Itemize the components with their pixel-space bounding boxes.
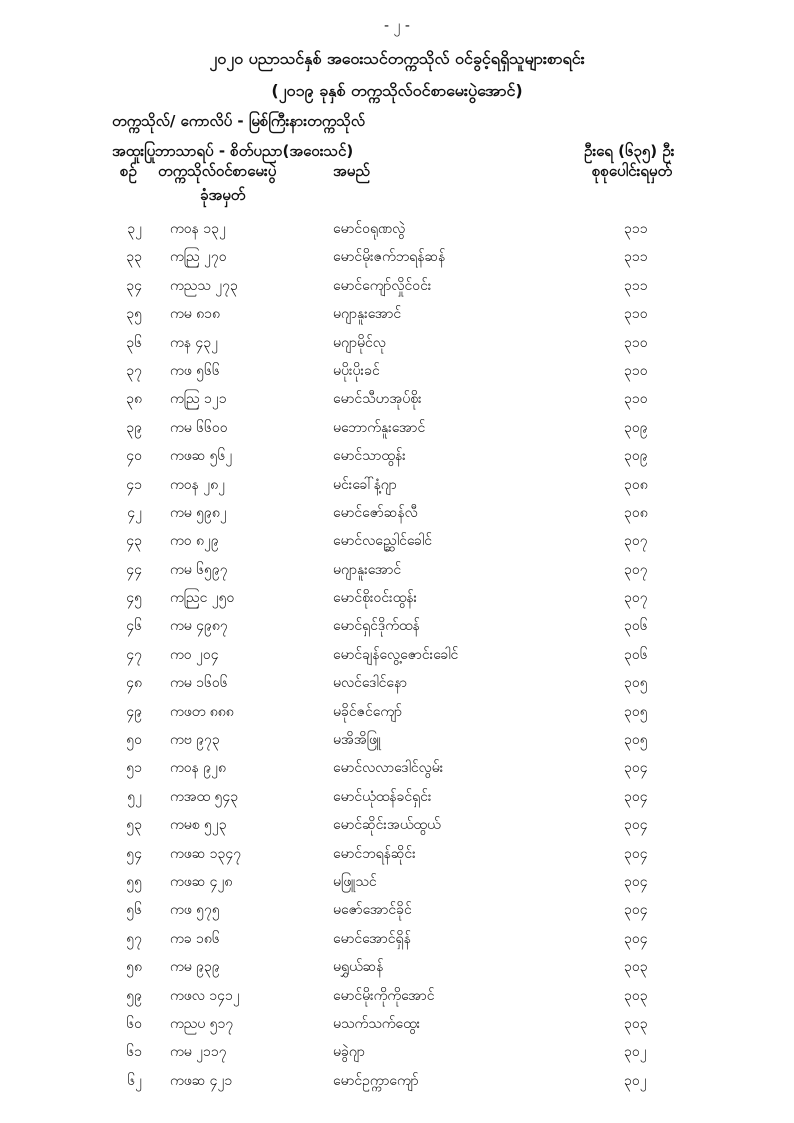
total-mark: ၃၀၃ — [624, 987, 648, 1004]
row-number: ၅၁ — [126, 760, 142, 777]
row-number: ၄၁ — [126, 476, 142, 493]
subject-line: အထူးပြုဘာသာရပ် - စိတ်ပညာ(အဝေးသင်) — [112, 142, 354, 160]
table-row — [0, 697, 794, 725]
row-number: ၄၄ — [126, 561, 142, 578]
roll-number: ကဖဆ ၅၆၂ — [170, 448, 233, 465]
row-number: ၃၃ — [126, 249, 142, 266]
row-number: ၄၇ — [126, 646, 142, 663]
student-name: မသက်သက်ထွေး — [333, 1015, 421, 1032]
total-mark: ၃၀၄ — [624, 930, 648, 947]
row-number: ၅၃ — [126, 817, 142, 834]
row-number: ၃၄ — [126, 277, 142, 294]
row-number: ၄၂ — [127, 504, 142, 521]
roll-number: ကဝန ၂၈၂ — [170, 476, 226, 493]
student-name: မောင်လည္ဆေါင်ခေါင် — [333, 533, 432, 550]
table-row — [0, 867, 794, 895]
roll-number: ကညသ ၂၇၃ — [170, 277, 238, 294]
column-header-roll-line2: ခုံအမှတ် — [200, 186, 246, 204]
row-number: ၄၀ — [126, 448, 142, 465]
roll-number: ကညပ ၅၁၇ — [170, 1015, 234, 1032]
total-mark: ၃၁၀ — [624, 306, 648, 323]
roll-number: ကဖ ၅၇၅ — [170, 902, 220, 919]
student-name: မဖြူသင် — [333, 873, 377, 890]
table-row — [0, 271, 794, 299]
student-name: မဂျာမိုင်လု — [333, 334, 386, 351]
total-mark: ၃၀၄ — [624, 817, 648, 834]
row-number: ၆၁ — [126, 1044, 142, 1061]
roll-number: ကမ ၅၉၈၂ — [170, 504, 227, 521]
roll-number: ကမစ ၅၂၃ — [170, 817, 227, 834]
roll-number: ကဖဆ ၄၂၈ — [170, 873, 233, 890]
student-name: မောင်ဥက္ကာကျော် — [333, 1072, 419, 1089]
row-number: ၃၂ — [127, 221, 142, 237]
student-name: မရွှယ်ဆန် — [333, 959, 384, 976]
total-mark: ၃၁၀ — [624, 391, 648, 408]
column-header-total: စုစုပေါင်းရမှတ် — [592, 162, 673, 180]
table-row — [0, 1009, 794, 1037]
row-number: ၄၅ — [126, 590, 142, 607]
table-row — [0, 299, 794, 327]
table-row — [0, 214, 794, 242]
table-row — [0, 441, 794, 469]
row-number: ၅၉ — [126, 987, 142, 1004]
roll-number: ကဝန ၁၃၂ — [170, 221, 226, 237]
total-mark: ၃၀၅ — [624, 732, 648, 749]
student-name: မင်းခေါ်နံ့ဂျာ — [333, 476, 397, 493]
roll-number: ကဖဆ ၁၃၄၇ — [170, 845, 242, 862]
student-name: မလင်ဒေါင်နော — [333, 675, 408, 692]
row-number: ၅၈ — [126, 959, 142, 976]
department-line: တက္ကသိုလ်/ ကောလိပ် - မြစ်ကြီးနားတက္ကသိုလ် — [112, 112, 365, 130]
student-list — [0, 214, 794, 1094]
row-number: ၃၉ — [126, 419, 142, 436]
student-name: မောင်ဆိုင်းအယ်ထွယ် — [333, 817, 441, 834]
table-row — [0, 413, 794, 441]
total-mark: ၃၀၄ — [624, 760, 648, 777]
student-name: မောင်ရှင်ဒိုက်ထန် — [333, 618, 420, 635]
total-mark: ၃၀၅ — [624, 675, 648, 692]
row-number: ၄၈ — [126, 675, 142, 692]
row-number: ၅၄ — [126, 845, 142, 862]
total-mark: ၃၀၅ — [624, 703, 648, 720]
table-row — [0, 753, 794, 781]
table-row — [0, 1066, 794, 1094]
row-number: ၃၆ — [126, 334, 142, 351]
student-name: မပိုးပိုးခင် — [333, 362, 380, 379]
roll-number: ကဖဆ ၄၂၁ — [170, 1072, 233, 1089]
roll-number: ကမ ၆၆၀၀ — [170, 419, 228, 436]
roll-number: ကညြင ၂၅၀ — [170, 590, 235, 607]
page-number: - ၂ - — [384, 18, 410, 34]
roll-number: ကဝန ၉၂၈ — [170, 760, 227, 777]
total-mark: ၃၀၄ — [624, 873, 648, 890]
roll-number: ကခ ၁၈၆ — [170, 930, 220, 947]
roll-number: ကညြ ၂၇၀ — [170, 249, 227, 266]
roll-number: ကညြ ၁၂၁ — [170, 391, 227, 408]
row-number: ၅၆ — [126, 902, 142, 919]
student-name: မောင်မိုးကိုကိုအောင် — [333, 987, 435, 1004]
row-number: ၆၀ — [126, 1015, 142, 1032]
total-mark: ၃၀၄ — [624, 902, 648, 919]
student-name: မောင်ဇော်ဆန်လီ — [333, 504, 418, 521]
total-mark: ၃၁၁ — [624, 277, 648, 294]
table-row — [0, 356, 794, 384]
total-mark: ၃၀၈ — [624, 504, 648, 521]
student-name: မောင်ယုံထန်ခင်ရှင်း — [333, 788, 432, 805]
table-row — [0, 384, 794, 412]
roll-number: ကဖတ ၈၈၈ — [170, 703, 234, 720]
roll-number: ကန ၄၃၂ — [170, 334, 219, 351]
table-row — [0, 526, 794, 554]
student-name: မဂျာနူးအောင် — [333, 306, 402, 323]
student-name: မောင်ဝရုဏလွဲ — [333, 221, 406, 237]
total-mark: ၃၀၇ — [624, 590, 648, 607]
table-row — [0, 555, 794, 583]
student-count: ဦးရေ (၆၃၅) ဦး — [584, 142, 675, 160]
total-mark: ၃၀၇ — [624, 561, 648, 578]
column-header-no: စဉ် — [120, 162, 137, 180]
roll-number: ကမ ၄၉၈၇ — [170, 618, 228, 635]
student-name: မဂျာနူးအောင် — [333, 561, 402, 578]
row-number: ၆၂ — [127, 1072, 142, 1089]
row-number: ၅၅ — [126, 873, 142, 890]
table-row — [0, 981, 794, 1009]
roll-number: ကဖ ၅၆၆ — [170, 362, 220, 379]
total-mark: ၃၀၆ — [624, 646, 648, 663]
student-name: မအိအိဖြူ — [333, 732, 382, 749]
table-row — [0, 328, 794, 356]
roll-number: ကမ ၈၁၈ — [170, 306, 221, 323]
table-row — [0, 470, 794, 498]
total-mark: ၃၀၃ — [624, 1015, 648, 1032]
table-row — [0, 895, 794, 923]
roll-number: ကမ ၉၃၉ — [170, 959, 220, 976]
table-row — [0, 782, 794, 810]
student-name: မောင်ကျော်လှိုင်ဝင်း — [333, 277, 432, 294]
total-mark: ၃၁၁ — [624, 249, 648, 266]
student-name: မဘောက်နူးအောင် — [333, 419, 426, 436]
table-row — [0, 810, 794, 838]
table-row — [0, 839, 794, 867]
table-row — [0, 668, 794, 696]
roll-number: ကမ ၆၅၉၇ — [170, 561, 228, 578]
total-mark: ၃၀၃ — [624, 959, 648, 976]
table-row — [0, 611, 794, 639]
total-mark: ၃၀၇ — [624, 533, 648, 550]
student-name: မခွဲဂျာ — [333, 1044, 365, 1061]
total-mark: ၃၀၂ — [624, 1044, 647, 1061]
table-row — [0, 242, 794, 270]
total-mark: ၃၀၄ — [624, 788, 648, 805]
student-name: မောင်စိုးဝင်းထွန်း — [333, 590, 418, 607]
roll-number: ကမ ၁၆၀၆ — [170, 675, 228, 692]
document-subtitle: (၂၀၁၉ ခုနှစ် တက္ကသိုလ်ဝင်စာမေးပွဲအောင်) — [271, 81, 523, 100]
total-mark: ၃၁၁ — [624, 221, 648, 237]
document-title: ၂၀၂၀ ပညာသင်နှစ် အဝေးသင်တက္ကသိုလ် ဝင်ခွင့်ရရှိသူများစာရင်း — [209, 49, 585, 68]
total-mark: ၃၀၆ — [624, 618, 648, 635]
row-number: ၄၃ — [126, 533, 142, 550]
student-name: မခိုင်ဇင်ကျော် — [333, 703, 403, 720]
total-mark: ၃၀၄ — [624, 845, 648, 862]
column-header-name: အမည် — [333, 162, 370, 180]
student-name: မောင်သာထွန်း — [333, 448, 406, 465]
table-row — [0, 952, 794, 980]
table-row — [0, 924, 794, 952]
student-name: မဇော်အောင်ခိုင် — [333, 902, 412, 919]
table-row — [0, 498, 794, 526]
row-number: ၃၅ — [126, 306, 142, 323]
row-number: ၃၇ — [126, 362, 142, 379]
total-mark: ၃၀၂ — [624, 1072, 647, 1089]
table-row — [0, 640, 794, 668]
student-name: မောင်ဘရန်ဆိုင်း — [333, 845, 416, 862]
student-name: မောင်ချန်လွေ့ဇောင်းခေါင် — [333, 646, 459, 663]
row-number: ၅၀ — [126, 732, 142, 749]
total-mark: ၃၀၉ — [624, 448, 648, 465]
roll-number: ကအထ ၅၄၃ — [170, 788, 239, 805]
table-row — [0, 583, 794, 611]
table-row — [0, 1037, 794, 1065]
total-mark: ၃၁၀ — [624, 334, 648, 351]
row-number: ၄၆ — [126, 618, 142, 635]
roll-number: ကဝ ၂၀၄ — [170, 646, 219, 663]
student-name: မောင်အောင်ရှိန် — [333, 930, 411, 947]
student-name: မောင်မိုးဇက်ဘရန်ဆန် — [333, 249, 446, 266]
student-name: မောင်သီဟအုပ်စိုး — [333, 391, 422, 408]
roll-number: ကမ ၂၁၁၇ — [170, 1044, 227, 1061]
total-mark: ၃၀၈ — [624, 476, 648, 493]
roll-number: ကဖလ ၁၄၁၂ — [170, 987, 240, 1004]
total-mark: ၃၁၀ — [624, 362, 648, 379]
column-header-roll: တက္ကသိုလ်ဝင်စာမေးပွဲ — [158, 162, 277, 180]
student-name: မောင်လလာဒေါင်လွမ်း — [333, 760, 444, 777]
row-number: ၃၈ — [126, 391, 142, 408]
roll-number: ကဝ ၈၂၉ — [170, 533, 219, 550]
roll-number: ကဗ ၉၇၃ — [170, 732, 220, 749]
row-number: ၅၂ — [127, 788, 142, 805]
table-row — [0, 725, 794, 753]
total-mark: ၃၀၉ — [624, 419, 648, 436]
row-number: ၅၇ — [126, 930, 142, 947]
row-number: ၄၉ — [126, 703, 142, 720]
